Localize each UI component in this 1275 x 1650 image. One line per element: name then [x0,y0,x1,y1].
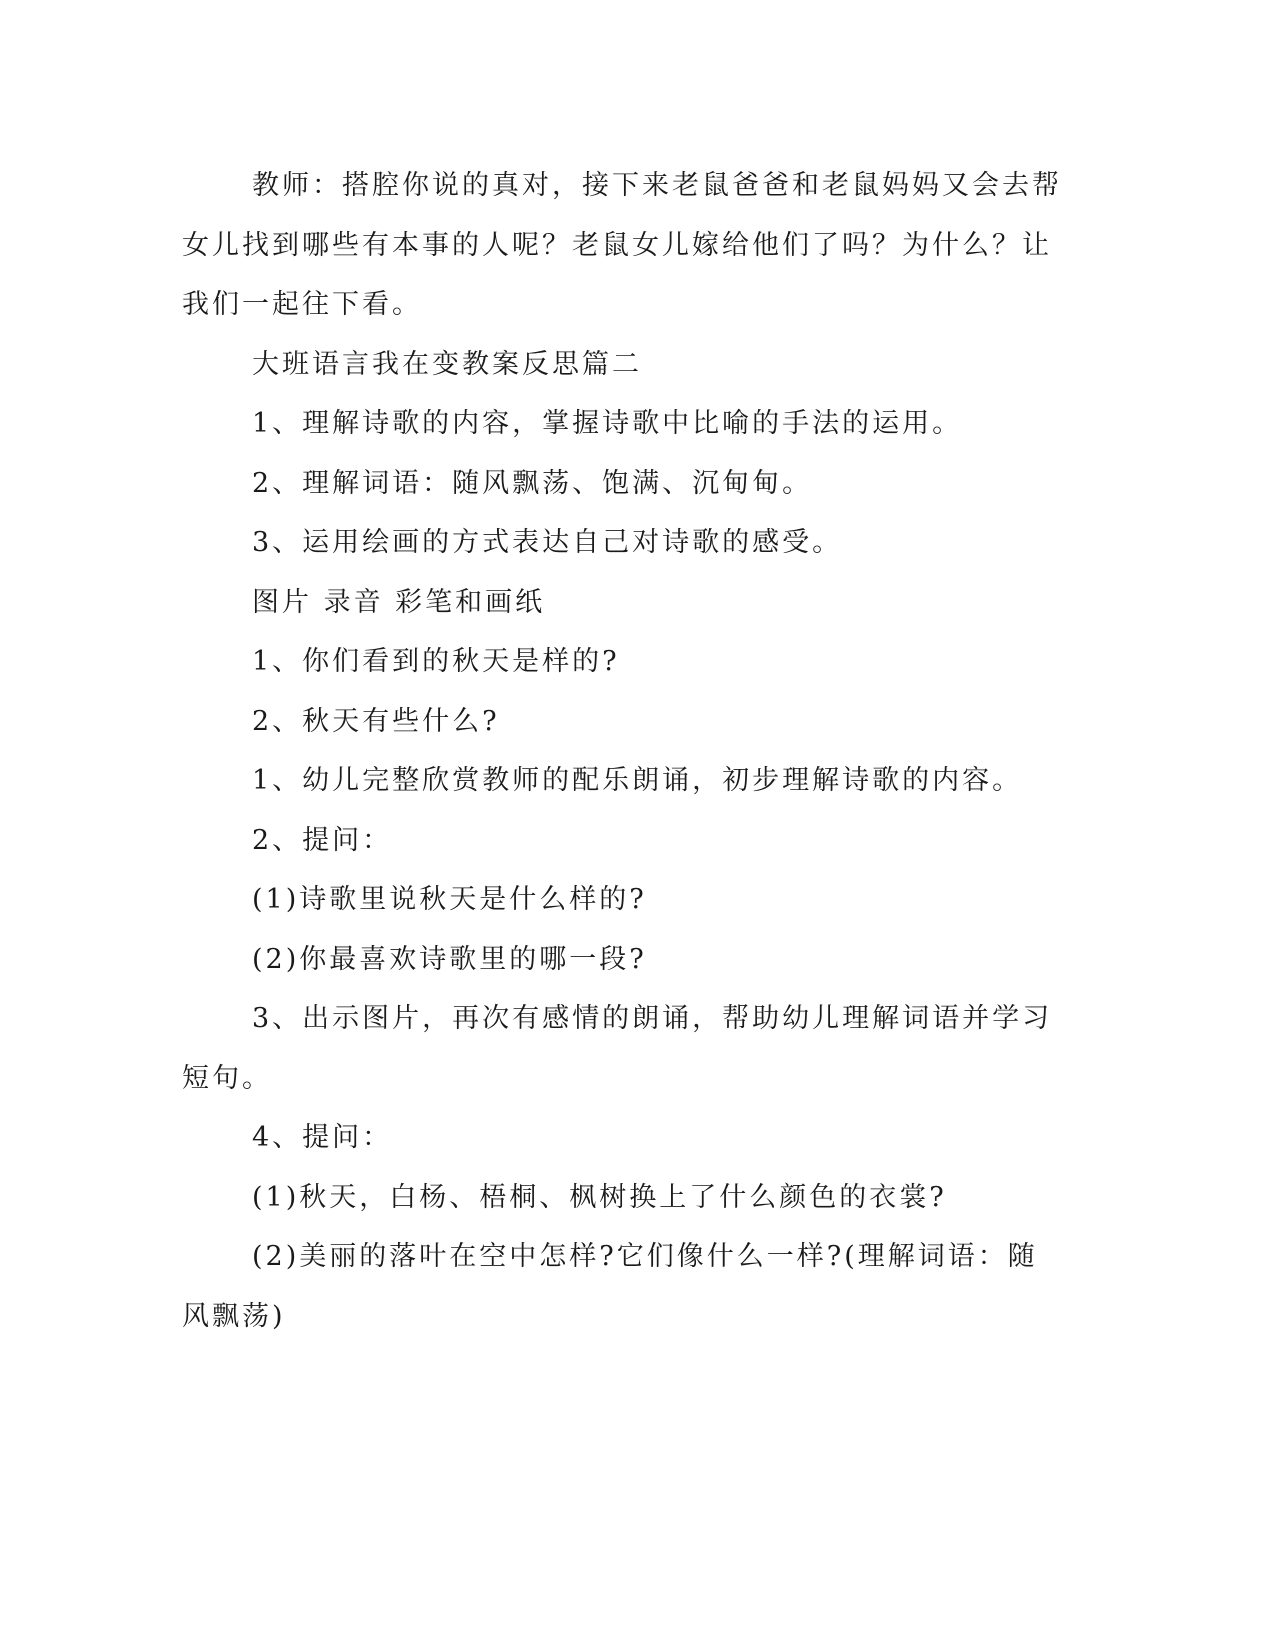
paragraph: 2、秋天有些什么? [252,705,500,737]
paragraph: 3、运用绘画的方式表达自己对诗歌的感受。 [252,527,843,558]
paragraph: (2)美丽的落叶在空中怎样?它们像什么一样?(理解词语：随风飘荡) [182,1241,1038,1332]
document-body [182,156,1062,1346]
paragraph: 1、幼儿完整欣赏教师的配乐朗诵，初步理解诗歌的内容。 [252,765,1023,796]
paragraph: 教师：搭腔你说的真对，接下来老鼠爸爸和老鼠妈妈又会去帮女儿找到哪些有本事的人呢？老鼠女儿嫁给他们了吗？为什么？让我们一起往下看。 [182,170,1062,320]
paragraph: (1)秋天，白杨、梧桐、枫树换上了什么颜色的衣裳? [252,1181,947,1213]
paragraph: 图片 录音 彩笔和画纸 [252,586,546,618]
paragraph: (2)你最喜欢诗歌里的哪一段? [252,943,647,975]
paragraph: 4、提问： [252,1122,393,1153]
paragraph: (1)诗歌里说秋天是什么样的? [252,884,647,915]
paragraph: 3、出示图片，再次有感情的朗诵，帮助幼儿理解词语并学习短句。 [182,1003,1053,1094]
section-title: 大班语言我在变教案反思篇二 [252,348,642,380]
paragraph: 2、理解词语：随风飘荡、饱满、沉甸甸。 [252,467,813,499]
paragraph: 1、你们看到的秋天是样的? [252,646,620,677]
paragraph: 2、提问： [252,824,393,856]
paragraph: 1、理解诗歌的内容，掌握诗歌中比喻的手法的运用。 [252,408,963,439]
